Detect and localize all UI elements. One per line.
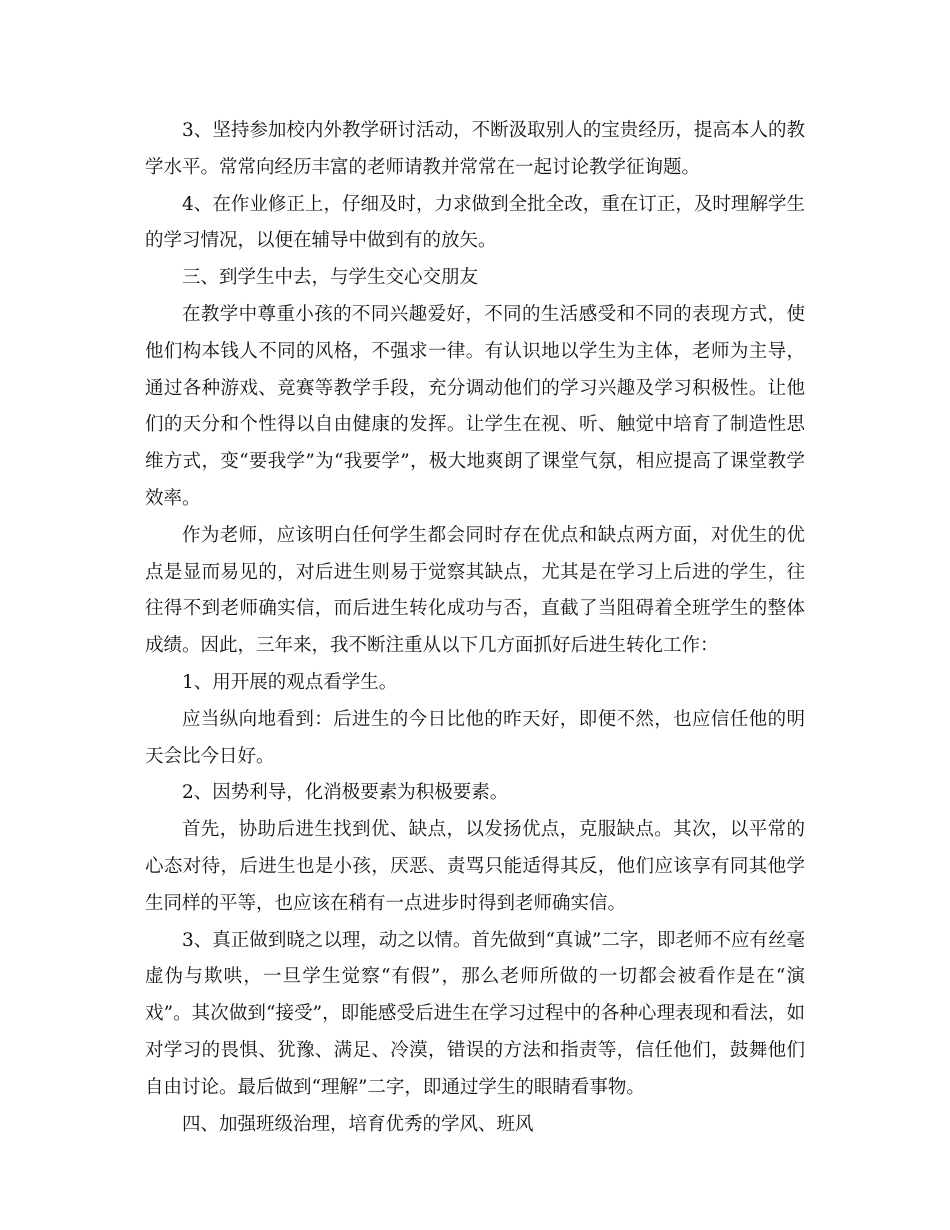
subheading: 1、用开展的观点看学生。 <box>182 671 398 693</box>
paragraph: 在教学中尊重小孩的不同兴趣爱好，不同的生活感受和不同的表现方式，使他们构本钱人不同的风格，不强求一律。有认识地以学生为主体，老师为主导，通过各种游戏、竞赛等教学手段，充分调动他们的学习兴趣及学习积极性。让他们的天分和个性得以自由健康的发挥。让学生在视、听、触觉中培育了制造性思维方式，变“要我学”为“我要学”，极大地爽朗了课堂气氛，相应提高了课堂教学效率。 <box>145 303 805 509</box>
paragraph: 首先，协助后进生找到优、缺点，以发扬优点，克服缺点。其次，以平常的心态对待，后进生也是小孩，厌恶、责骂只能适得其反，他们应该享有同其他学生同样的平等，也应该在稍有一点进步时得到老师确实信。 <box>145 819 805 914</box>
paragraph: 3、真正做到晓之以理，动之以情。首先做到“真诚”二字，即老师不应有丝毫虚伪与欺哄，一旦学生觉察“有假”，那么老师所做的一切都会被看作是在“演戏”。其次做到“接受”，即能感受后进生在学习过程中的各种心理表现和看法，如对学习的畏惧、犹豫、满足、冷漠，错误的方法和指责等，信任他们，鼓舞他们自由讨论。最后做到“理解”二字，即通过学生的眼睛看事物。 <box>145 929 805 1098</box>
paragraph: 应当纵向地看到：后进生的今日比他的昨天好，即便不然，也应信任他的明天会比今日好。 <box>145 708 805 767</box>
section-heading: 三、到学生中去，与学生交心交朋友 <box>182 267 479 289</box>
paragraph: 4、在作业修正上，仔细及时，力求做到全批全改，重在订正，及时理解学生的学习情况，以便在辅导中做到有的放矢。 <box>145 193 805 252</box>
subheading: 2、因势利导，化消极要素为积极要素。 <box>182 782 509 804</box>
paragraph: 3、坚持参加校内外教学研讨活动，不断汲取别人的宝贵经历，提高本人的教学水平。常常向经历丰富的老师请教并常常在一起讨论教学征询题。 <box>145 120 805 178</box>
section-heading: 四、加强班级治理，培育优秀的学风、班风 <box>182 1113 534 1135</box>
document-body <box>145 113 805 1143</box>
paragraph: 作为老师，应该明白任何学生都会同时存在优点和缺点两方面，对优生的优点是显而易见的，对后进生则易于觉察其缺点，尤其是在学习上后进的学生，往往得不到老师确实信，而后进生转化成功与否，直截了当阻碍着全班学生的整体成绩。因此，三年来，我不断注重从以下几方面抓好后进生转化工作： <box>145 524 805 657</box>
